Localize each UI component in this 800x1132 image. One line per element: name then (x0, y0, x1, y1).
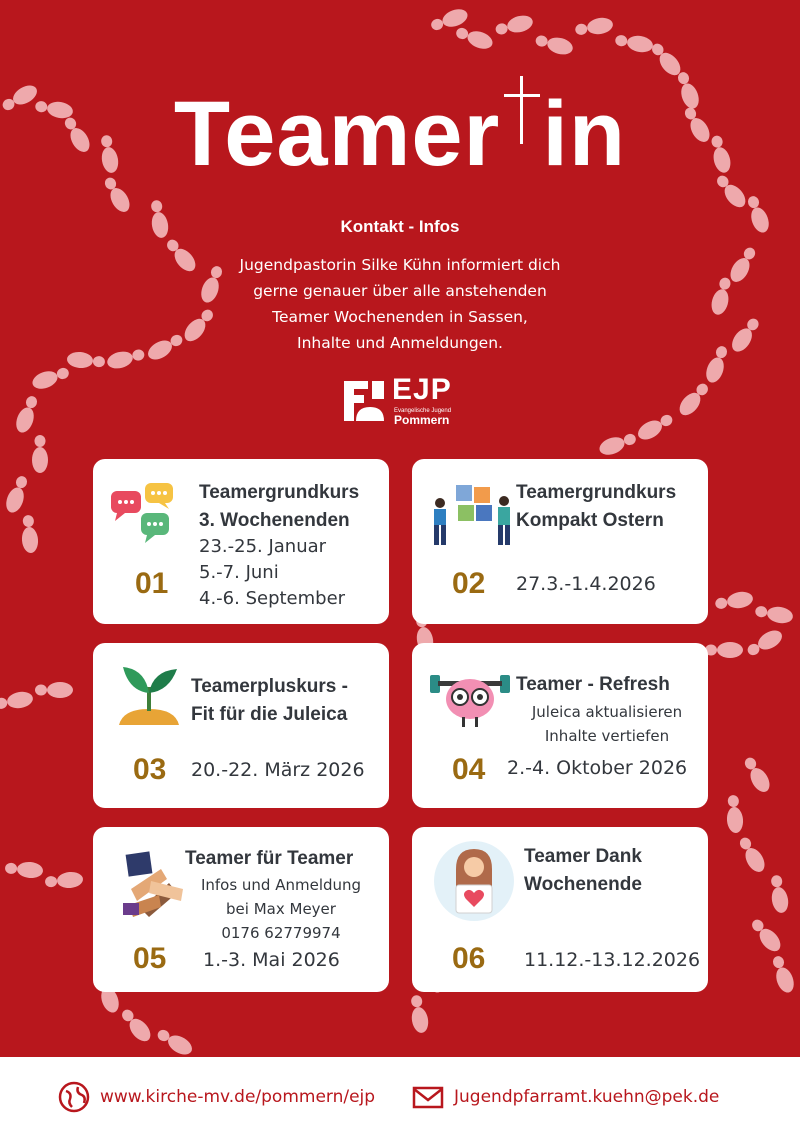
card-title-line: Teamerpluskurs - (191, 676, 348, 697)
website-link[interactable] (58, 1081, 375, 1113)
card-date-line: 23.-25. Januar (199, 536, 327, 557)
card-title-line: Kompakt Ostern (516, 510, 664, 531)
ejp-logo (342, 375, 462, 429)
mail-icon (412, 1081, 444, 1113)
title-left: Teamer (173, 83, 501, 185)
card-title (524, 843, 642, 899)
intro-text (200, 252, 600, 356)
card-date: 2.-4. Oktober 2026 (507, 757, 688, 779)
card-title-line: 3. Wochenenden (199, 510, 350, 531)
email-link[interactable] (412, 1081, 719, 1113)
card-title-line: Fit für die Juleica (191, 704, 348, 725)
card-note-line: Juleica aktualisieren (531, 703, 683, 721)
brain-dumbbell-icon (428, 665, 512, 729)
card-note-line: 0176 62779974 (221, 924, 341, 942)
card-title (516, 671, 670, 699)
logo-name: EJP (392, 373, 452, 406)
card-date: 1.-3. Mai 2026 (203, 949, 340, 971)
email-text: Jugendpfarramt.kuehn@pek.de (454, 1087, 720, 1107)
card-title (191, 673, 348, 729)
card-dates (199, 534, 345, 612)
website-text: www.kirche-mv.de/pommern/ejp (100, 1087, 376, 1107)
card-notes (191, 873, 371, 945)
card-note-line: Inhalte vertiefen (544, 727, 670, 745)
card-title-line: Teamergrundkurs (199, 482, 360, 503)
card-notes (512, 700, 702, 748)
card-title-line: Wochenende (524, 874, 642, 895)
card-number: 04 (452, 753, 486, 786)
card-date: 20.-22. März 2026 (191, 759, 365, 781)
sprout-icon (115, 663, 185, 729)
card-note-line: bei Max Meyer (226, 900, 336, 918)
card-date-line: 5.-7. Juni (199, 562, 279, 583)
card-number: 01 (135, 567, 169, 600)
page-title (0, 83, 800, 185)
ejp-logo-icon (342, 377, 388, 425)
cross-icon (500, 88, 542, 180)
event-card-02[interactable] (412, 459, 708, 624)
card-number: 06 (452, 942, 486, 975)
card-title (185, 845, 353, 873)
event-card-01[interactable] (93, 459, 389, 624)
card-date: 27.3.-1.4.2026 (516, 573, 656, 595)
event-card-03[interactable] (93, 643, 389, 808)
card-date: 11.12.-13.12.2026 (524, 949, 701, 971)
intro-line: Inhalte und Anmeldungen. (297, 334, 503, 352)
event-card-06[interactable] (412, 827, 708, 992)
title-right: in (542, 83, 627, 185)
intro-line: gerne genauer über alle anstehenden (253, 282, 547, 300)
intro-line: Teamer Wochenenden in Sassen, (272, 308, 528, 326)
card-title-line: Teamer Dank (524, 846, 642, 867)
globe-icon (58, 1081, 90, 1113)
card-title (516, 479, 676, 535)
event-card-04[interactable] (412, 643, 708, 808)
puzzle-team-icon (424, 481, 520, 549)
event-card-05[interactable] (93, 827, 389, 992)
kontakt-heading: Kontakt - Infos (340, 217, 460, 236)
speech-bubbles-icon (107, 479, 179, 549)
card-title-line: Teamer - Refresh (516, 674, 670, 695)
card-date-line: 4.-6. September (199, 588, 346, 609)
card-title (199, 479, 359, 535)
logo-sub: Evangelische Jugend (394, 408, 452, 414)
card-number: 02 (452, 567, 486, 600)
footer (0, 1057, 800, 1132)
heart-sign-icon (426, 839, 522, 923)
card-number: 05 (133, 942, 167, 975)
card-title-line: Teamer für Teamer (185, 848, 354, 869)
card-number: 03 (133, 753, 167, 786)
logo-region: Pommern (394, 413, 450, 427)
intro-line: Jugendpastorin Silke Kühn informiert dich (239, 256, 561, 274)
card-note-line: Infos und Anmeldung (200, 876, 362, 894)
hands-together-icon (121, 849, 191, 921)
card-title-line: Teamergrundkurs (516, 482, 677, 503)
